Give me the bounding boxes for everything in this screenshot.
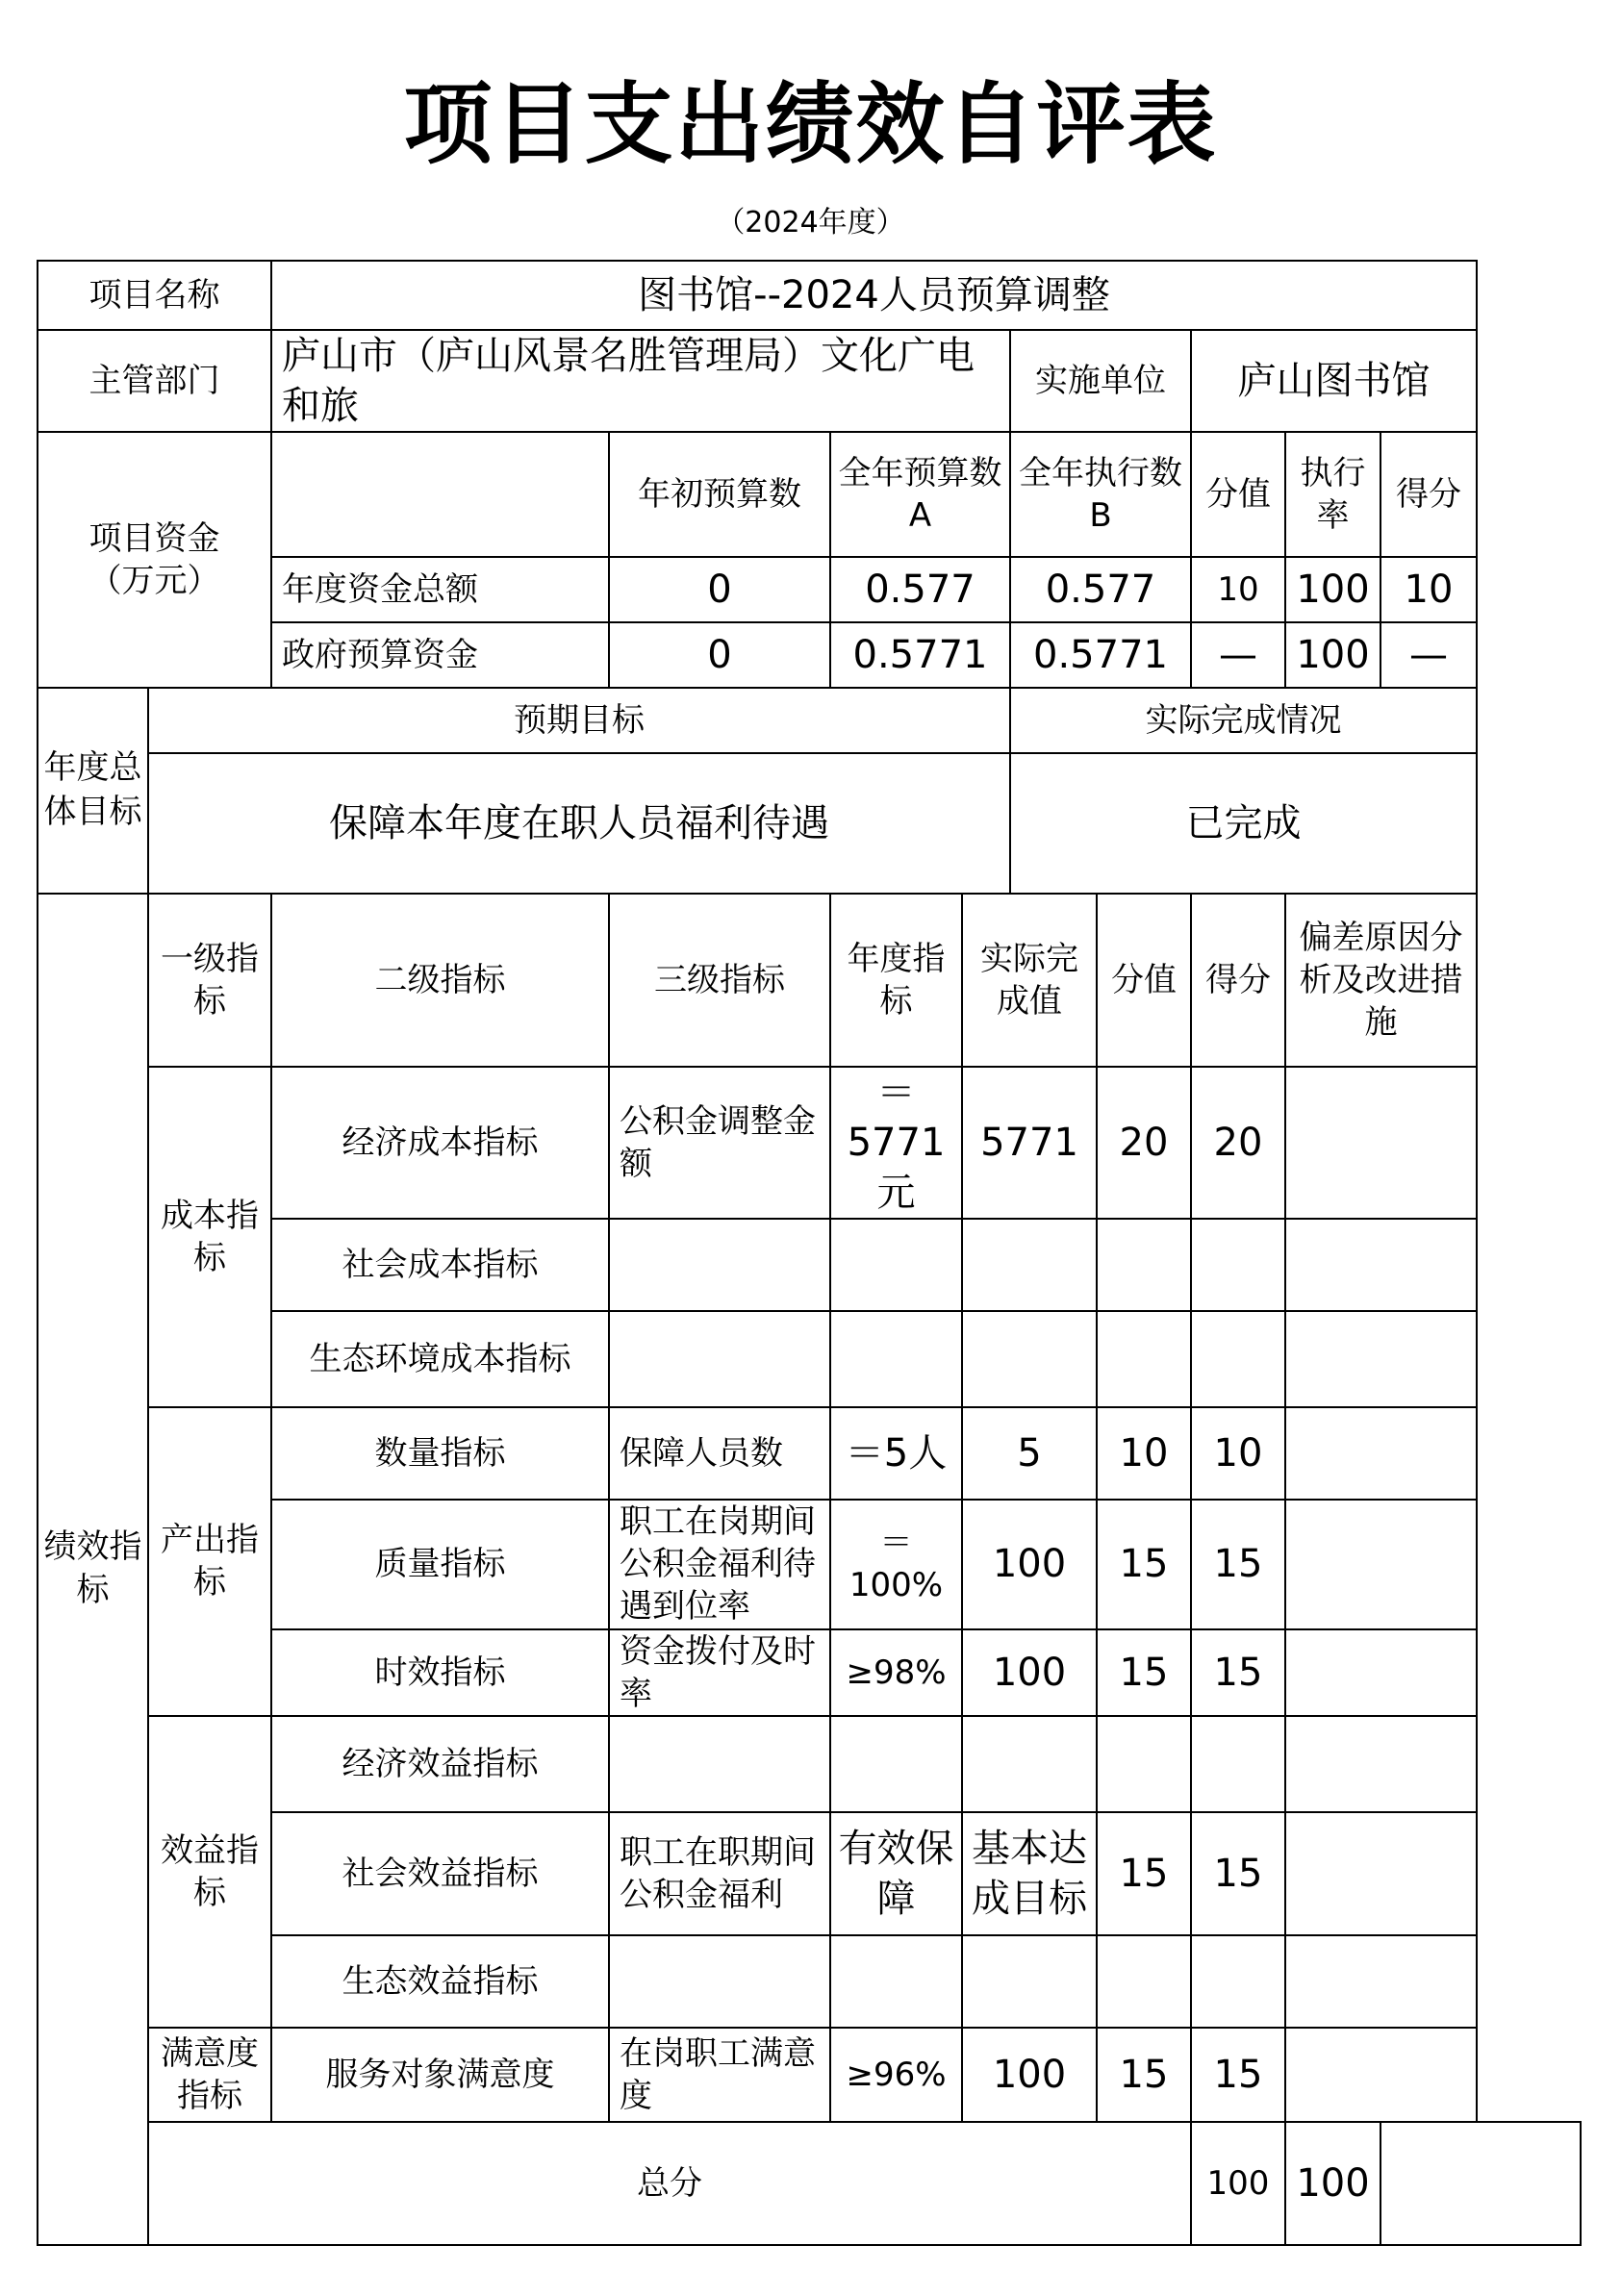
level3-cell: 公积金调整金额 — [609, 1067, 830, 1219]
deviation-cell — [1285, 1812, 1477, 1935]
actual-cell — [962, 1219, 1097, 1311]
target-cell — [830, 1219, 962, 1311]
actual-cell: 5 — [962, 1407, 1097, 1500]
total-weight: 100 — [1191, 2122, 1285, 2245]
target-cell: 有效保障 — [830, 1812, 962, 1935]
level2-cell: 数量指标 — [271, 1407, 609, 1500]
score-cell — [1191, 1935, 1285, 2028]
actual-cell: 100 — [962, 1500, 1097, 1629]
level3-cell: 资金拨付及时率 — [609, 1629, 830, 1716]
level2-cell: 服务对象满意度 — [271, 2028, 609, 2122]
level3-cell — [609, 1311, 830, 1407]
dept-label: 主管部门 — [38, 330, 271, 432]
level2-cell: 社会成本指标 — [271, 1219, 609, 1311]
actual-completion-value: 已完成 — [1010, 753, 1477, 894]
target-cell: ＝5771元 — [830, 1067, 962, 1219]
col-annual-target: 年度指标 — [830, 894, 962, 1067]
col-exec-rate: 执行率 — [1285, 432, 1380, 557]
funds-budget-a: 0.5771 — [830, 622, 1010, 688]
funds-label — [38, 432, 271, 688]
impl-label: 实施单位 — [1010, 330, 1191, 432]
actual-cell — [962, 1716, 1097, 1812]
target-cell: ≥98% — [830, 1629, 962, 1716]
level3-cell: 职工在职期间公积金福利 — [609, 1812, 830, 1935]
level3-cell: 在岗职工满意度 — [609, 2028, 830, 2122]
actual-completion-label: 实际完成情况 — [1010, 688, 1477, 753]
target-cell — [830, 1311, 962, 1407]
col-annual-budget-a: 全年预算数A — [830, 432, 1010, 557]
level2-cell: 质量指标 — [271, 1500, 609, 1629]
year-label: （2024年度） — [716, 206, 905, 240]
level2-cell: 时效指标 — [271, 1629, 609, 1716]
actual-cell — [962, 1311, 1097, 1407]
score-cell — [1191, 1219, 1285, 1311]
project-name-value: 图书馆--2024人员预算调整 — [271, 261, 1477, 330]
funds-exec-b: 0.577 — [1010, 557, 1191, 622]
col-ind-score: 得分 — [1191, 894, 1285, 1067]
funds-initial: 0 — [609, 622, 830, 688]
target-cell — [830, 1716, 962, 1812]
total-label: 总分 — [148, 2122, 1191, 2245]
actual-cell — [962, 1935, 1097, 2028]
project-name-label: 项目名称 — [38, 261, 271, 330]
level2-cell: 生态环境成本指标 — [271, 1311, 609, 1407]
col-level1: 一级指标 — [148, 894, 271, 1067]
score-cell — [1191, 1311, 1285, 1407]
level1-output: 产出指标 — [148, 1407, 271, 1716]
total-note — [1380, 2122, 1581, 2245]
weight-cell — [1097, 1219, 1191, 1311]
level3-cell — [609, 1219, 830, 1311]
funds-initial: 0 — [609, 557, 830, 622]
total-score: 100 — [1285, 2122, 1380, 2245]
funds-row-name: 政府预算资金 — [271, 622, 609, 688]
self-evaluation-table — [37, 260, 1582, 2246]
actual-cell: 100 — [962, 1629, 1097, 1716]
deviation-cell — [1285, 1716, 1477, 1812]
funds-label-line1: 项目资金 — [89, 518, 220, 558]
col-score-weight: 分值 — [1191, 432, 1285, 557]
target-cell: ≥96% — [830, 2028, 962, 2122]
score-cell: 15 — [1191, 1500, 1285, 1629]
level1-satisfaction: 满意度指标 — [148, 2028, 271, 2122]
weight-cell: 10 — [1097, 1407, 1191, 1500]
score-cell: 20 — [1191, 1067, 1285, 1219]
level3-cell — [609, 1935, 830, 2028]
weight-cell: 15 — [1097, 1812, 1191, 1935]
funds-exec-rate: 100 — [1285, 622, 1380, 688]
goals-label: 年度总体目标 — [38, 688, 148, 894]
funds-score-weight: — — [1191, 622, 1285, 688]
actual-cell: 5771 — [962, 1067, 1097, 1219]
actual-cell: 100 — [962, 2028, 1097, 2122]
level3-cell: 职工在岗期间公积金福利待遇到位率 — [609, 1500, 830, 1629]
level3-cell — [609, 1716, 830, 1812]
col-score: 得分 — [1380, 432, 1477, 557]
target-cell: ＝100% — [830, 1500, 962, 1629]
deviation-cell — [1285, 1935, 1477, 2028]
deviation-cell — [1285, 1407, 1477, 1500]
weight-cell — [1097, 1716, 1191, 1812]
deviation-cell — [1285, 1311, 1477, 1407]
col-level3: 三级指标 — [609, 894, 830, 1067]
weight-cell — [1097, 1935, 1191, 2028]
score-cell: 10 — [1191, 1407, 1285, 1500]
funds-blank-header — [271, 432, 609, 557]
funds-score: 10 — [1380, 557, 1477, 622]
actual-cell: 基本达成目标 — [962, 1812, 1097, 1935]
deviation-cell — [1285, 1067, 1477, 1219]
dept-value: 庐山市（庐山风景名胜管理局）文化广电和旅 — [271, 330, 1010, 432]
funds-budget-a: 0.577 — [830, 557, 1010, 622]
col-actual-value: 实际完成值 — [962, 894, 1097, 1067]
weight-cell: 15 — [1097, 1500, 1191, 1629]
level3-cell: 保障人员数 — [609, 1407, 830, 1500]
weight-cell: 15 — [1097, 1629, 1191, 1716]
level1-benefit: 效益指标 — [148, 1716, 271, 2028]
level1-cost: 成本指标 — [148, 1067, 271, 1407]
deviation-cell — [1285, 1500, 1477, 1629]
level2-cell: 社会效益指标 — [271, 1812, 609, 1935]
funds-label-line2: （万元） — [89, 562, 220, 600]
page-title: 项目支出绩效自评表 — [403, 73, 1218, 176]
funds-exec-b: 0.5771 — [1010, 622, 1191, 688]
target-cell: ＝5人 — [830, 1407, 962, 1500]
score-cell: 15 — [1191, 1629, 1285, 1716]
deviation-cell — [1285, 1219, 1477, 1311]
level2-cell: 生态效益指标 — [271, 1935, 609, 2028]
col-level2: 二级指标 — [271, 894, 609, 1067]
deviation-cell — [1285, 1629, 1477, 1716]
score-cell: 15 — [1191, 2028, 1285, 2122]
funds-score-weight: 10 — [1191, 557, 1285, 622]
col-annual-exec-b: 全年执行数B — [1010, 432, 1191, 557]
col-deviation: 偏差原因分析及改进措施 — [1285, 894, 1477, 1067]
level2-cell: 经济成本指标 — [271, 1067, 609, 1219]
score-cell — [1191, 1716, 1285, 1812]
expected-goal-label: 预期目标 — [148, 688, 1010, 753]
col-initial-budget: 年初预算数 — [609, 432, 830, 557]
weight-cell: 20 — [1097, 1067, 1191, 1219]
impl-value: 庐山图书馆 — [1191, 330, 1477, 432]
expected-goal-value: 保障本年度在职人员福利待遇 — [148, 753, 1010, 894]
weight-cell — [1097, 1311, 1191, 1407]
weight-cell: 15 — [1097, 2028, 1191, 2122]
deviation-cell — [1285, 2028, 1477, 2122]
funds-row-name: 年度资金总额 — [271, 557, 609, 622]
indicators-label: 绩效指标 — [38, 894, 148, 2245]
score-cell: 15 — [1191, 1812, 1285, 1935]
col-weight: 分值 — [1097, 894, 1191, 1067]
funds-exec-rate: 100 — [1285, 557, 1380, 622]
level2-cell: 经济效益指标 — [271, 1716, 609, 1812]
funds-score: — — [1380, 622, 1477, 688]
target-cell — [830, 1935, 962, 2028]
